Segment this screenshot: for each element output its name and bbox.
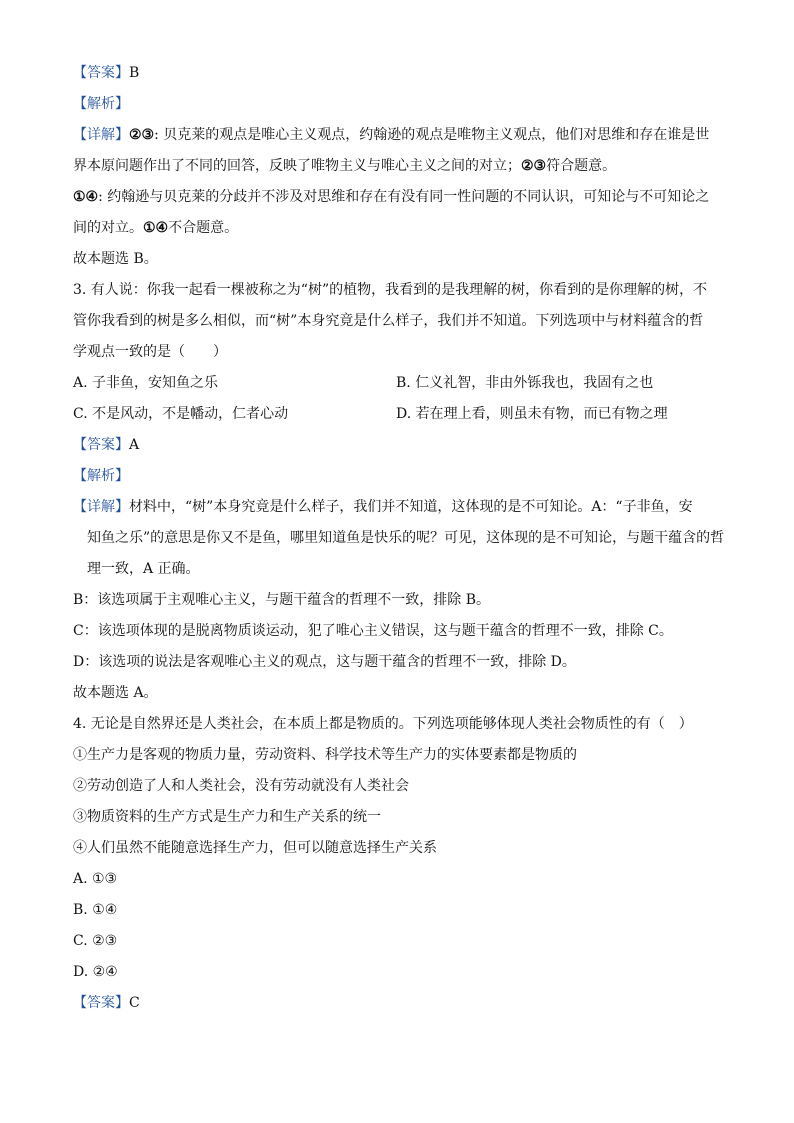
answer-value: A — [129, 437, 140, 453]
answer-value: B — [129, 65, 140, 81]
q2-analysis-line — [73, 89, 733, 120]
document-page — [73, 58, 733, 1019]
option-marks: ①④ — [143, 220, 169, 236]
detail-tag: 【详解】 — [73, 499, 129, 515]
q2-detail-line-3 — [73, 182, 733, 213]
answer-tag: 【答案】 — [73, 437, 129, 453]
q4-item-4: ④人们虽然不能随意选择生产力，但可以随意选择生产关系 — [73, 840, 437, 856]
q4-option-d: D. ②④ — [73, 964, 118, 980]
q2-detail-line-2 — [73, 151, 733, 182]
q4-item-1: ①生产力是客观的物质力量，劳动资料、科学技术等生产力的实体要素都是物质的 — [73, 747, 577, 763]
q3-stem-line-2: 管你我看到的树是多么相似，而“树”本身究竟是什么样子，我们并不知道。下列选项中与材料蕴含的哲 — [73, 313, 704, 329]
q3-options-row-2 — [73, 399, 733, 430]
detail-text: 界本原问题作出了不同的回答，反映了唯物主义与唯心主义之间的对立； — [73, 158, 521, 174]
q3-conclusion: 故本题选 A。 — [73, 685, 158, 701]
q3-detail-line-1 — [73, 492, 733, 523]
q4-item-3: ③物质资料的生产方式是生产力和生产关系的统一 — [73, 809, 381, 825]
detail-text: 间的对立。 — [73, 220, 143, 236]
q3-option-a: A. 子非鱼，安知鱼之乐 — [73, 375, 219, 391]
q3-detail-c: C：该选项体现的是脱离物质谈运动，犯了唯心主义错误，这与题干蕴含的哲理不一致，排除 C。 — [73, 623, 673, 639]
q4-option-b: B. ①④ — [73, 902, 118, 918]
q3-options-row-1 — [73, 368, 733, 399]
answer-tag: 【答案】 — [73, 995, 129, 1011]
detail-text: : 贝克莱的观点是唯心主义观点，约翰逊的观点是唯物主义观点，他们对思维和存在谁是世 — [154, 127, 710, 143]
q3-answer-line — [73, 430, 733, 461]
q4-item-2: ②劳动创造了人和人类社会，没有劳动就没有人类社会 — [73, 778, 409, 794]
option-marks: ②③ — [129, 127, 155, 143]
answer-value: C — [129, 995, 140, 1011]
q3-option-d: D. 若在理上看，则虽未有物，而已有物之理 — [396, 406, 668, 422]
detail-text: : 约翰逊与贝克莱的分歧并不涉及对思维和存在有没有同一性问题的不同认识，可知论与不可知论之 — [98, 189, 710, 205]
detail-text: 符合题意。 — [546, 158, 617, 174]
q3-stem-line-3: 学观点一致的是（ ） — [73, 344, 227, 360]
q3-detail-line-2: 知鱼之乐”的意思是你又不是鱼，哪里知道鱼是快乐的呢？可见，这体现的是不可知论，与题干蕴含的哲 — [87, 530, 725, 546]
analysis-tag: 【解析】 — [73, 96, 129, 112]
q3-detail-line-3: 理一致，A 正确。 — [87, 561, 200, 577]
q3-option-b: B. 仁义礼智，非由外铄我也，我固有之也 — [396, 375, 654, 391]
q4-option-c: C. ②③ — [73, 933, 118, 949]
q2-conclusion: 故本题选 B。 — [73, 251, 158, 267]
analysis-tag: 【解析】 — [73, 468, 129, 484]
q3-detail-b: B：该选项属于主观唯心主义，与题干蕴含的哲理不一致，排除 B。 — [73, 592, 491, 608]
q3-detail-d: D：该选项的说法是客观唯心主义的观点，这与题干蕴含的哲理不一致，排除 D。 — [73, 654, 576, 670]
q3-analysis-line — [73, 461, 733, 492]
option-marks: ②③ — [521, 158, 547, 174]
detail-tag: 【详解】 — [73, 127, 129, 143]
q3-option-c: C. 不是风动，不是幡动，仁者心动 — [73, 406, 289, 422]
q2-answer-line — [73, 58, 733, 89]
q4-option-a: A. ①③ — [73, 871, 118, 887]
q2-detail-line-4 — [73, 213, 733, 244]
option-marks: ①④ — [73, 189, 99, 205]
q2-detail-line-1 — [73, 120, 733, 151]
detail-text: 材料中，“树”本身究竟是什么样子，我们并不知道，这体现的是不可知论。A：“子非鱼，安 — [129, 499, 693, 515]
detail-text: 不合题意。 — [168, 220, 239, 236]
q4-stem: 4. 无论是自然界还是人类社会，在本质上都是物质的。下列选项能够体现人类社会物质性的有（ ） — [73, 716, 693, 732]
answer-tag: 【答案】 — [73, 65, 129, 81]
q3-stem-line-1: 3. 有人说：你我一起看一棵被称之为“树”的植物，我看到的是我理解的树，你看到的是你理解的树，不 — [73, 282, 708, 298]
q4-answer-line — [73, 988, 733, 1019]
